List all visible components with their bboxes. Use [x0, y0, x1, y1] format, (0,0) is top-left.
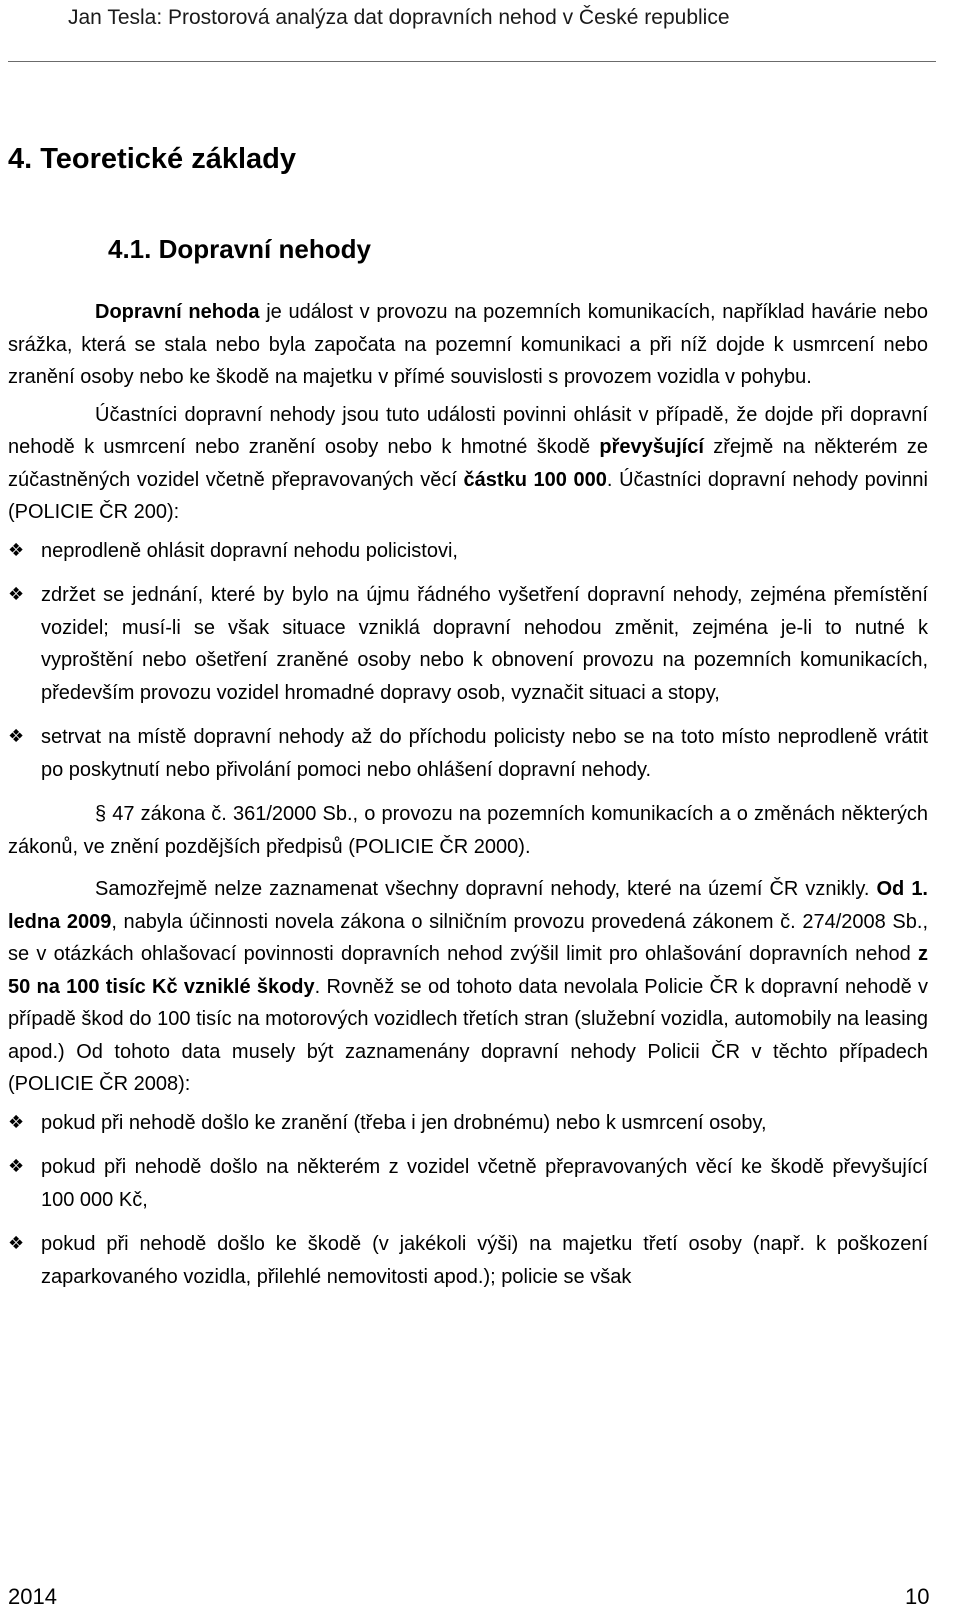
footer-year: 2014	[8, 1584, 57, 1609]
running-title: Jan Tesla: Prostorová analýza dat dopravních nehod v České republice	[68, 6, 730, 29]
section-title: 4.1. Dopravní nehody	[108, 234, 371, 264]
list-item-text: setrvat na místě dopravní nehody až do příchodu policisty nebo se na toto místo neprodleně vrátit po poskytnutí nebo přivolání pomoci nebo ohlášení dopravní nehody.	[41, 726, 928, 781]
definition-text: je událost v provozu na pozemních komunikacích, například havárie nebo srážka, která se stala nebo byla započata na pozemní komunikaci a při níž dojde k usmrcení nebo zranění osoby nebo ke škodě na majetku v přímé souvislosti s provozem vozidla v pohybu.	[8, 301, 928, 388]
bold-run: Od 1. ledna 2009	[8, 878, 928, 933]
bold-run: z 50 na 100 tisíc Kč vzniklé škody	[8, 943, 928, 998]
diamond-bullet-icon: ❖	[8, 1233, 25, 1254]
paragraph-definition	[8, 296, 928, 394]
paragraph-reporting-duty	[8, 399, 928, 529]
list-item-text: neprodleně ohlásit dopravní nehodu policistovi,	[41, 539, 458, 562]
text-run: Účastníci dopravní nehody jsou tuto události povinni ohlásit v případě, že dojde při dopravní nehodě k usmrcení nebo zranění osoby nebo k hmotné škodě	[8, 403, 928, 458]
term-dopravni-nehoda: Dopravní nehoda	[95, 301, 260, 323]
list-item	[8, 579, 928, 709]
list-item-text: pokud při nehodě došlo ke zranění (třeba i jen drobnému) nebo k usmrcení osoby,	[41, 1111, 767, 1134]
text-run: . Rovněž se od tohoto data nevolala Policie ČR k dopravní nehodě v případě škod do 100 tisíc na motorových vozidlech třetích stran (služební vozidla, automobily na leasing apod.) Od tohoto data musely být zaznamenány dopravní nehody Policii ČR v těchto případech (POLICIE ČR 2008):	[8, 975, 929, 1095]
list-item-text: pokud při nehodě došlo ke škodě (v jakékoli výši) na majetku třetí osoby (např. k poškození zaparkovaného vozidla, přilehlé nemovitosti apod.); policie se však	[41, 1233, 928, 1288]
document-body	[8, 296, 928, 1305]
text-run: zřejmě na některém ze zúčastněných vozidel včetně přepravovaných věcí	[8, 436, 928, 491]
list-item	[8, 721, 928, 786]
text-run: . Účastníci dopravní nehody povinni (POLICIE ČR 200):	[8, 468, 928, 523]
text-run: , se v otázkách ohlašovací povinnosti dopravních nehod zvýšil limit pro ohlašování dopravních nehod	[8, 910, 928, 965]
text-run: , o provozu na pozemních komunikacích a o změnách některých zákonů, ve znění pozdějších předpisů (POLICIE ČR 2000).	[8, 803, 928, 858]
law-citation: § 47 zákona č. 361/2000 Sb.	[95, 803, 353, 825]
page-number: 10	[905, 1584, 930, 1609]
paragraph-law-reference	[8, 798, 928, 863]
list-item	[8, 535, 928, 568]
bold-run: částku 100 000	[463, 468, 607, 491]
diamond-bullet-icon: ❖	[8, 1111, 25, 1133]
diamond-bullet-icon: ❖	[8, 726, 25, 747]
list-item	[8, 1107, 928, 1140]
header-rule	[8, 61, 936, 62]
text-run: , nabyla účinnosti novela zákona o silničním provozu provedená zákonem č. 274/2008 Sb.	[111, 910, 923, 933]
list-item	[8, 1228, 928, 1293]
list-item	[8, 1151, 928, 1216]
list-item-text: zdržet se jednání, které by bylo na újmu řádného vyšetření dopravní nehody, zejména přemístění vozidel; musí-li se však situace vzniklá dopravní nehodou změnit, zejména je-li to nutné k vyproštění nebo ošetření zraněné osoby nebo k obnovení provozu na pozemních komunikacích, především provozu vozidel hromadné dopravy osob, vyznačit situaci a stopy,	[41, 584, 928, 704]
page-header	[0, 0, 960, 62]
text-run: Samozřejmě nelze zaznamenat všechny dopravní nehody, které na území ČR vznikly.	[95, 878, 877, 900]
paragraph-amendment	[8, 873, 928, 1101]
list-item-text: pokud při nehodě došlo na některém z vozidel včetně přepravovaných věcí ke škodě převyšující 100 000 Kč,	[41, 1156, 928, 1211]
diamond-bullet-icon: ❖	[8, 539, 25, 561]
bullet-list-duties	[8, 535, 928, 787]
chapter-title: 4. Teoretické základy	[8, 143, 297, 175]
diamond-bullet-icon: ❖	[8, 584, 25, 605]
bold-run: převyšující	[599, 436, 704, 458]
diamond-bullet-icon: ❖	[8, 1156, 25, 1177]
bullet-list-cases	[8, 1107, 928, 1294]
